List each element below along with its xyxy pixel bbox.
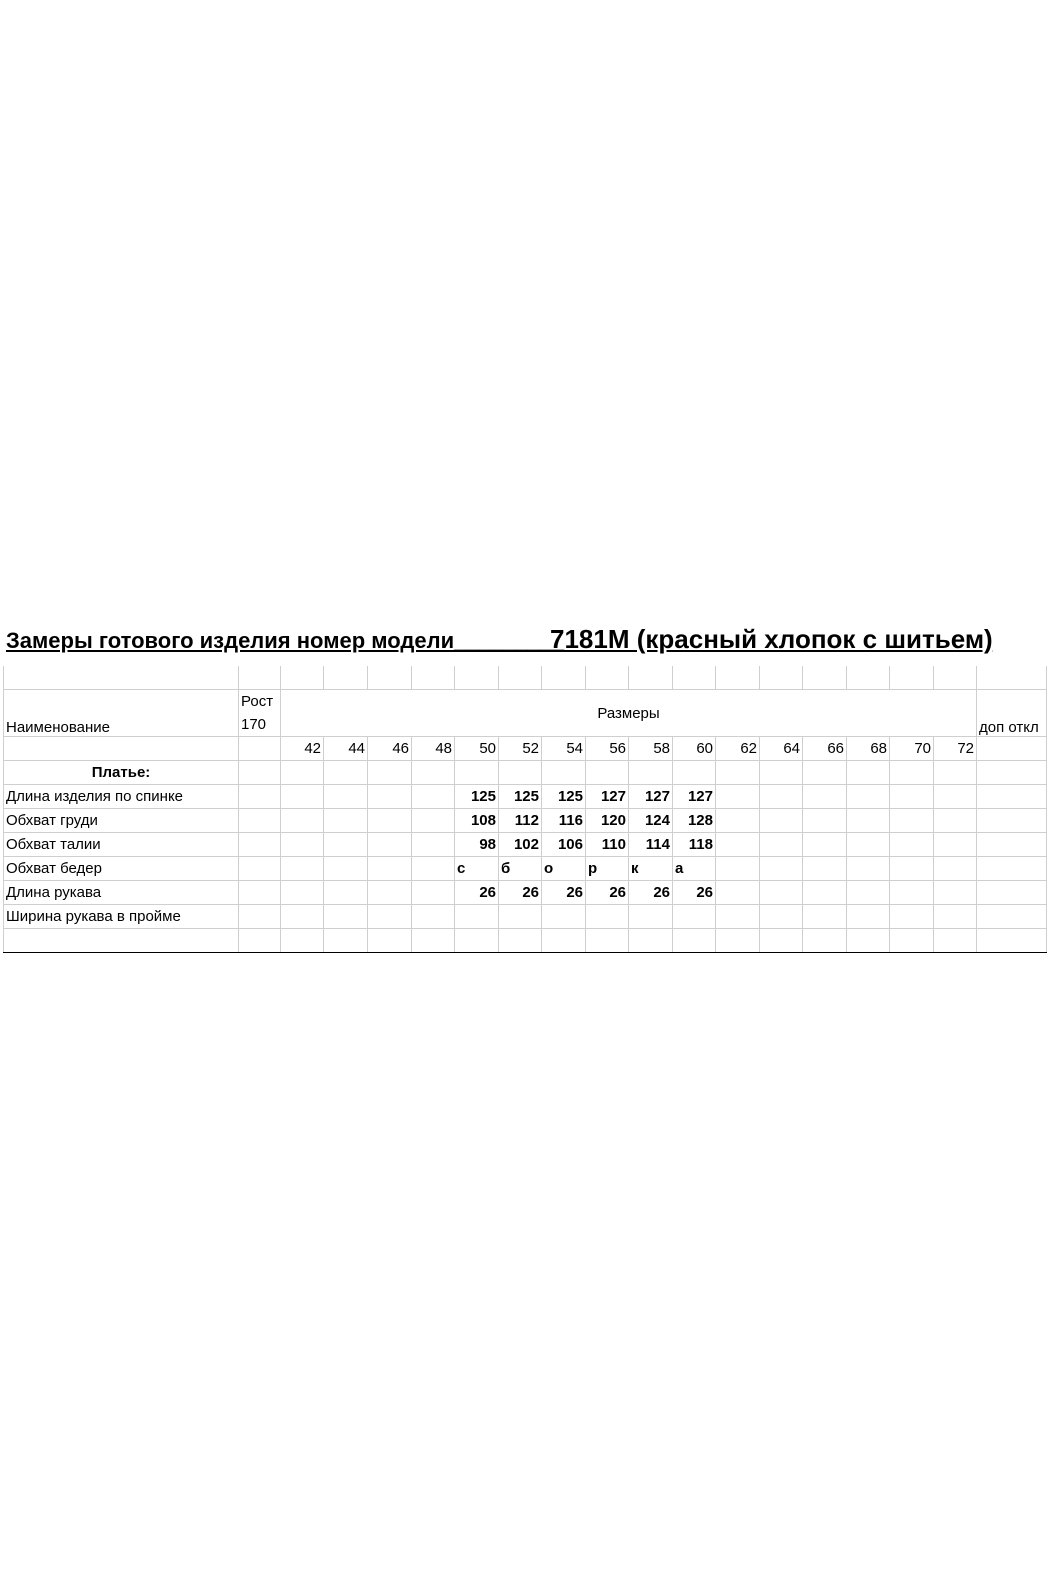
- value-cell: [368, 857, 412, 881]
- value-cell: 127: [629, 785, 673, 809]
- extra-header: доп откл: [977, 690, 1047, 737]
- size-header-cell: 68: [847, 737, 890, 761]
- empty-cell: [499, 761, 542, 785]
- size-header-cell: 46: [368, 737, 412, 761]
- value-cell: р: [586, 857, 629, 881]
- size-header-cell: 58: [629, 737, 673, 761]
- table-row: [4, 905, 1047, 929]
- empty-cell: [673, 761, 716, 785]
- value-cell: [890, 833, 934, 857]
- empty-cell: [239, 881, 281, 905]
- value-cell: [803, 881, 847, 905]
- value-cell: [716, 785, 760, 809]
- value-cell: [760, 833, 803, 857]
- size-header-cell: 60: [673, 737, 716, 761]
- measurement-name: Обхват бедер: [4, 857, 239, 881]
- empty-cell: [412, 761, 455, 785]
- empty-cell: [455, 666, 499, 690]
- value-cell: 98: [455, 833, 499, 857]
- empty-cell: [499, 666, 542, 690]
- value-cell: [760, 809, 803, 833]
- empty-cell: [324, 761, 368, 785]
- empty-cell: [977, 809, 1047, 833]
- value-cell: 106: [542, 833, 586, 857]
- value-cell: [412, 881, 455, 905]
- value-cell: [847, 857, 890, 881]
- value-cell: [716, 833, 760, 857]
- empty-cell: [977, 929, 1047, 953]
- value-cell: [673, 929, 716, 953]
- value-cell: [847, 881, 890, 905]
- empty-cell: [412, 666, 455, 690]
- value-cell: [890, 881, 934, 905]
- empty-cell: [803, 761, 847, 785]
- value-cell: [368, 833, 412, 857]
- size-header-cell: 70: [890, 737, 934, 761]
- value-cell: 110: [586, 833, 629, 857]
- value-cell: 108: [455, 809, 499, 833]
- sizes-row: [4, 737, 1047, 761]
- sizes-header: Размеры: [281, 690, 977, 737]
- rost-header: [239, 690, 281, 737]
- empty-cell: [977, 881, 1047, 905]
- value-cell: [542, 929, 586, 953]
- section-label: Платье:: [4, 761, 239, 785]
- empty-cell: [239, 929, 281, 953]
- size-header-cell: 48: [412, 737, 455, 761]
- value-cell: 26: [542, 881, 586, 905]
- empty-cell: [239, 833, 281, 857]
- empty-cell: [281, 761, 324, 785]
- header-row: [4, 690, 1047, 737]
- empty-cell: [239, 761, 281, 785]
- value-cell: [934, 785, 977, 809]
- empty-cell: [629, 761, 673, 785]
- value-cell: [281, 857, 324, 881]
- value-cell: 127: [586, 785, 629, 809]
- empty-cell: [716, 666, 760, 690]
- empty-cell: [890, 761, 934, 785]
- value-cell: [934, 881, 977, 905]
- value-cell: [803, 857, 847, 881]
- empty-cell: [934, 666, 977, 690]
- value-cell: [760, 905, 803, 929]
- value-cell: [368, 881, 412, 905]
- size-header-cell: 54: [542, 737, 586, 761]
- table-row: [4, 833, 1047, 857]
- empty-cell: [542, 761, 586, 785]
- value-cell: [847, 785, 890, 809]
- value-cell: [890, 857, 934, 881]
- name-header: Наименование: [4, 690, 239, 737]
- value-cell: [368, 809, 412, 833]
- value-cell: [716, 857, 760, 881]
- value-cell: о: [542, 857, 586, 881]
- measurement-name: Обхват талии: [4, 833, 239, 857]
- value-cell: к: [629, 857, 673, 881]
- value-cell: [890, 809, 934, 833]
- empty-cell: [586, 761, 629, 785]
- empty-cell: [934, 761, 977, 785]
- model-number: 7181M (красный хлопок с шитьем): [550, 624, 993, 654]
- empty-cell: [977, 785, 1047, 809]
- size-header-cell: 62: [716, 737, 760, 761]
- table-row: [4, 809, 1047, 833]
- size-header-cell: 50: [455, 737, 499, 761]
- value-cell: [281, 905, 324, 929]
- value-cell: 26: [586, 881, 629, 905]
- value-cell: [934, 857, 977, 881]
- value-cell: [934, 833, 977, 857]
- value-cell: 26: [455, 881, 499, 905]
- table-row: [4, 929, 1047, 953]
- value-cell: 26: [629, 881, 673, 905]
- value-cell: а: [673, 857, 716, 881]
- measurement-table: [3, 666, 1047, 953]
- value-cell: [586, 905, 629, 929]
- table-row: [4, 857, 1047, 881]
- empty-cell: [239, 809, 281, 833]
- value-cell: [281, 929, 324, 953]
- rost-label: Рост: [241, 693, 274, 710]
- size-header-cell: 56: [586, 737, 629, 761]
- value-cell: б: [499, 857, 542, 881]
- value-cell: [760, 881, 803, 905]
- value-cell: [368, 929, 412, 953]
- value-cell: [673, 905, 716, 929]
- empty-cell: [847, 666, 890, 690]
- value-cell: [281, 833, 324, 857]
- value-cell: [281, 881, 324, 905]
- empty-cell: [890, 666, 934, 690]
- empty-cell: [4, 666, 239, 690]
- value-cell: [412, 809, 455, 833]
- value-cell: [716, 905, 760, 929]
- empty-cell: [281, 666, 324, 690]
- value-cell: [890, 929, 934, 953]
- measurement-sheet: [0, 624, 1057, 954]
- value-cell: 125: [499, 785, 542, 809]
- empty-cell: [4, 737, 239, 761]
- size-header-cell: 42: [281, 737, 324, 761]
- size-header-cell: 52: [499, 737, 542, 761]
- value-cell: [847, 905, 890, 929]
- value-cell: 120: [586, 809, 629, 833]
- table-row: [4, 785, 1047, 809]
- empty-cell: [542, 666, 586, 690]
- value-cell: [934, 929, 977, 953]
- value-cell: [324, 905, 368, 929]
- rost-value: 170: [241, 716, 267, 733]
- value-cell: [586, 929, 629, 953]
- value-cell: [368, 905, 412, 929]
- value-cell: [847, 809, 890, 833]
- measurement-name: Длина рукава: [4, 881, 239, 905]
- value-cell: [412, 929, 455, 953]
- measurement-name: [4, 929, 239, 953]
- sheet-title: Замеры готового изделия номер модели_________: [6, 628, 565, 653]
- empty-cell: [629, 666, 673, 690]
- value-cell: [324, 881, 368, 905]
- value-cell: [716, 809, 760, 833]
- measurement-name: Ширина рукава в пройме: [4, 905, 239, 929]
- value-cell: [629, 905, 673, 929]
- empty-cell: [455, 761, 499, 785]
- value-cell: 125: [455, 785, 499, 809]
- empty-cell: [977, 666, 1047, 690]
- value-cell: [281, 785, 324, 809]
- empty-cell: [368, 761, 412, 785]
- value-cell: [412, 833, 455, 857]
- value-cell: 128: [673, 809, 716, 833]
- empty-cell: [977, 737, 1047, 761]
- value-cell: [629, 929, 673, 953]
- empty-cell: [368, 666, 412, 690]
- value-cell: [803, 929, 847, 953]
- value-cell: с: [455, 857, 499, 881]
- value-cell: [803, 809, 847, 833]
- value-cell: 127: [673, 785, 716, 809]
- empty-cell: [760, 666, 803, 690]
- value-cell: [760, 929, 803, 953]
- empty-cell: [239, 666, 281, 690]
- empty-cell: [239, 737, 281, 761]
- value-cell: [412, 857, 455, 881]
- value-cell: [455, 929, 499, 953]
- value-cell: [324, 929, 368, 953]
- value-cell: [499, 905, 542, 929]
- value-cell: [847, 833, 890, 857]
- value-cell: 118: [673, 833, 716, 857]
- value-cell: [760, 857, 803, 881]
- value-cell: [542, 905, 586, 929]
- value-cell: [934, 905, 977, 929]
- value-cell: 125: [542, 785, 586, 809]
- value-cell: [412, 905, 455, 929]
- value-cell: 102: [499, 833, 542, 857]
- value-cell: [281, 809, 324, 833]
- value-cell: [890, 905, 934, 929]
- empty-cell: [239, 785, 281, 809]
- value-cell: [934, 809, 977, 833]
- value-cell: 124: [629, 809, 673, 833]
- empty-cell: [239, 905, 281, 929]
- value-cell: [324, 857, 368, 881]
- empty-cell: [324, 666, 368, 690]
- measurement-name: Обхват груди: [4, 809, 239, 833]
- value-cell: [760, 785, 803, 809]
- value-cell: [368, 785, 412, 809]
- size-header-cell: 66: [803, 737, 847, 761]
- value-cell: [890, 785, 934, 809]
- value-cell: [324, 785, 368, 809]
- empty-cell: [239, 857, 281, 881]
- empty-cell: [977, 833, 1047, 857]
- value-cell: 116: [542, 809, 586, 833]
- empty-cell: [760, 761, 803, 785]
- table-row: [4, 881, 1047, 905]
- section-row: [4, 761, 1047, 785]
- value-cell: [412, 785, 455, 809]
- size-header-cell: 72: [934, 737, 977, 761]
- spacer-row: [4, 666, 1047, 690]
- value-cell: 112: [499, 809, 542, 833]
- empty-cell: [586, 666, 629, 690]
- value-cell: [803, 785, 847, 809]
- empty-cell: [977, 857, 1047, 881]
- size-header-cell: 64: [760, 737, 803, 761]
- empty-cell: [977, 905, 1047, 929]
- empty-cell: [847, 761, 890, 785]
- value-cell: [716, 929, 760, 953]
- value-cell: [803, 833, 847, 857]
- value-cell: 114: [629, 833, 673, 857]
- value-cell: [455, 905, 499, 929]
- empty-cell: [673, 666, 716, 690]
- value-cell: [716, 881, 760, 905]
- value-cell: [847, 929, 890, 953]
- empty-cell: [716, 761, 760, 785]
- empty-cell: [977, 761, 1047, 785]
- value-cell: [324, 833, 368, 857]
- value-cell: 26: [499, 881, 542, 905]
- empty-cell: [803, 666, 847, 690]
- measurement-name: Длина изделия по спинке: [4, 785, 239, 809]
- size-header-cell: 44: [324, 737, 368, 761]
- value-cell: [803, 905, 847, 929]
- value-cell: [324, 809, 368, 833]
- value-cell: 26: [673, 881, 716, 905]
- value-cell: [499, 929, 542, 953]
